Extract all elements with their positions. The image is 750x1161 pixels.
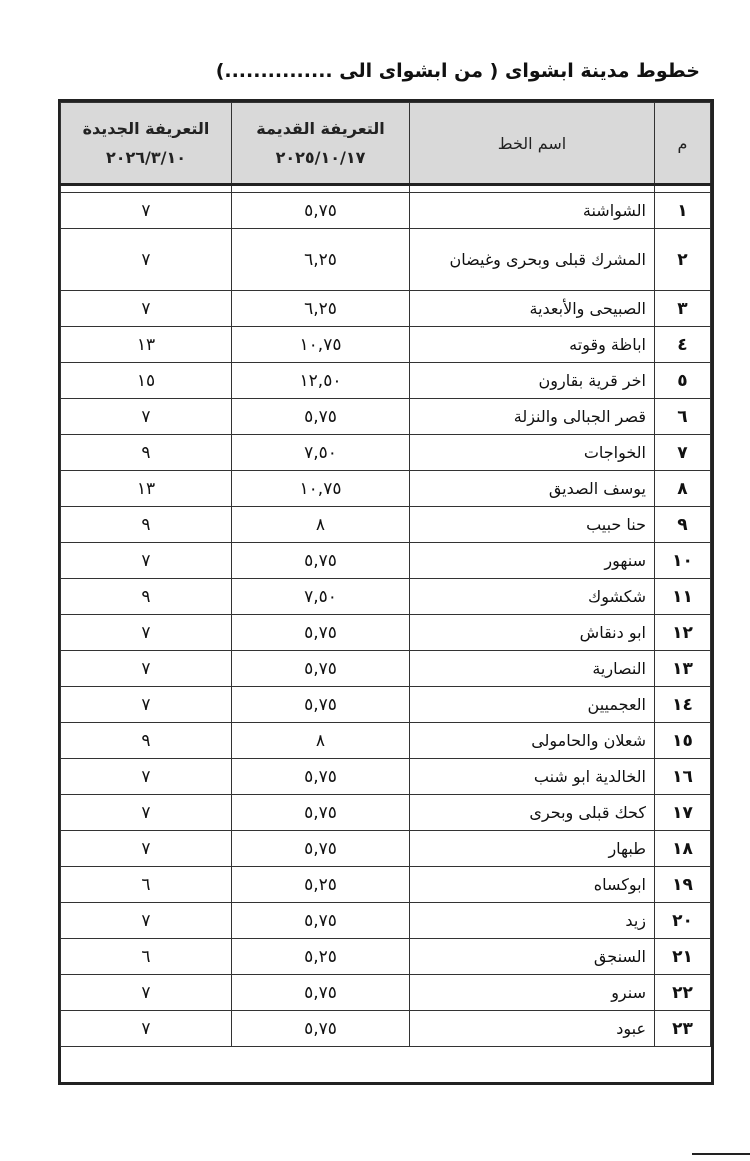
row-number: ١: [655, 193, 711, 229]
row-line-name: سنهور: [410, 543, 655, 579]
row-old-fare: ٧,٥٠: [232, 579, 410, 615]
row-old-fare: ١٠,٧٥: [232, 327, 410, 363]
table-row: [61, 687, 711, 723]
row-old-fare: ٥,٧٥: [232, 193, 410, 229]
footer-rule: [692, 1153, 750, 1155]
row-number: ١٨: [655, 831, 711, 867]
header-new-fare-date: ٢٠٢٦/٣/١٠: [105, 148, 187, 167]
table-row: [61, 795, 711, 831]
table-row: [61, 471, 711, 507]
row-line-name: حنا حبيب: [410, 507, 655, 543]
row-line-name: الخالدية ابو شنب: [410, 759, 655, 795]
row-number: ١٥: [655, 723, 711, 759]
row-line-name: قصر الجبالى والنزلة: [410, 399, 655, 435]
table-row: [61, 867, 711, 903]
row-line-name: عبود: [410, 1011, 655, 1047]
row-new-fare: ٧: [61, 193, 232, 229]
row-new-fare: ٧: [61, 903, 232, 939]
row-line-name: اخر قرية بقارون: [410, 363, 655, 399]
table-row: [61, 363, 711, 399]
row-old-fare: ٥,٢٥: [232, 867, 410, 903]
row-line-name: السنجق: [410, 939, 655, 975]
table-row: [61, 939, 711, 975]
row-new-fare: ٧: [61, 229, 232, 291]
table-row: [61, 435, 711, 471]
row-line-name: كحك قبلى وبحرى: [410, 795, 655, 831]
row-line-name: شعلان والحامولى: [410, 723, 655, 759]
row-line-name: الخواجات: [410, 435, 655, 471]
row-line-name: اباظة وقوته: [410, 327, 655, 363]
row-new-fare: ٧: [61, 615, 232, 651]
table-row: [61, 327, 711, 363]
header-old-fare-label: التعريفة القديمة: [256, 119, 385, 138]
table-row: [61, 831, 711, 867]
row-old-fare: ٥,٧٥: [232, 651, 410, 687]
row-new-fare: ٧: [61, 975, 232, 1011]
row-old-fare: ٥,٧٥: [232, 975, 410, 1011]
row-new-fare: ١٥: [61, 363, 232, 399]
row-new-fare: ٦: [61, 867, 232, 903]
row-old-fare: ٥,٧٥: [232, 399, 410, 435]
row-new-fare: ٧: [61, 543, 232, 579]
row-line-name: المشرك قبلى وبحرى وغيضان: [410, 229, 655, 291]
row-number: ١١: [655, 579, 711, 615]
row-new-fare: ٧: [61, 759, 232, 795]
table-row: [61, 193, 711, 229]
header-old-fare: [232, 103, 410, 185]
row-new-fare: ١٣: [61, 327, 232, 363]
row-line-name: الصبيحى والأبعدية: [410, 291, 655, 327]
row-number: ٥: [655, 363, 711, 399]
row-new-fare: ٩: [61, 435, 232, 471]
row-number: ١٠: [655, 543, 711, 579]
row-number: ٩: [655, 507, 711, 543]
table-row: [61, 759, 711, 795]
row-old-fare: ٥,٧٥: [232, 759, 410, 795]
row-number: ١٢: [655, 615, 711, 651]
row-number: ٢٠: [655, 903, 711, 939]
table-body: [61, 185, 711, 1047]
row-line-name: العجميين: [410, 687, 655, 723]
row-line-name: النصارية: [410, 651, 655, 687]
table-row: [61, 399, 711, 435]
row-new-fare: ٧: [61, 1011, 232, 1047]
row-old-fare: ١٢,٥٠: [232, 363, 410, 399]
row-number: ٣: [655, 291, 711, 327]
row-line-name: طبهار: [410, 831, 655, 867]
row-number: ٧: [655, 435, 711, 471]
row-new-fare: ٧: [61, 831, 232, 867]
row-new-fare: ٦: [61, 939, 232, 975]
row-new-fare: ٧: [61, 795, 232, 831]
header-line-name: اسم الخط: [410, 103, 655, 185]
row-old-fare: ٨: [232, 723, 410, 759]
row-number: ٢٣: [655, 1011, 711, 1047]
row-new-fare: ٧: [61, 399, 232, 435]
table-row: [61, 903, 711, 939]
row-new-fare: ٩: [61, 579, 232, 615]
page-title: خطوط مدينة ابشواى ( من ابشواى الى ...............): [215, 60, 700, 82]
row-old-fare: ٥,٧٥: [232, 795, 410, 831]
row-new-fare: ٧: [61, 291, 232, 327]
row-new-fare: ٩: [61, 723, 232, 759]
table-row: [61, 579, 711, 615]
header-new-fare-label: التعريفة الجديدة: [82, 119, 210, 138]
row-number: ١٣: [655, 651, 711, 687]
table-row: [61, 723, 711, 759]
row-number: ٦: [655, 399, 711, 435]
table-row: [61, 975, 711, 1011]
row-old-fare: ٥,٧٥: [232, 687, 410, 723]
header-old-fare-date: ٢٠٢٥/١٠/١٧: [275, 148, 366, 167]
row-number: ١٧: [655, 795, 711, 831]
row-old-fare: ٥,٧٥: [232, 543, 410, 579]
row-number: ٢١: [655, 939, 711, 975]
row-number: ٤: [655, 327, 711, 363]
row-number: ٢: [655, 229, 711, 291]
row-old-fare: ٥,٢٥: [232, 939, 410, 975]
row-old-fare: ٥,٧٥: [232, 831, 410, 867]
row-number: ١٩: [655, 867, 711, 903]
row-old-fare: ٥,٧٥: [232, 903, 410, 939]
row-new-fare: ٧: [61, 687, 232, 723]
table-row: [61, 507, 711, 543]
row-old-fare: ٥,٧٥: [232, 1011, 410, 1047]
row-line-name: ابوكساه: [410, 867, 655, 903]
table-row: [61, 229, 711, 291]
fare-table: [60, 102, 711, 1047]
table-row: [61, 291, 711, 327]
table-row: [61, 543, 711, 579]
row-number: ٢٢: [655, 975, 711, 1011]
fare-table-frame: [58, 99, 714, 1085]
row-old-fare: ١٠,٧٥: [232, 471, 410, 507]
row-line-name: يوسف الصديق: [410, 471, 655, 507]
table-header-row: [61, 103, 711, 185]
row-number: ١٦: [655, 759, 711, 795]
table-row: [61, 651, 711, 687]
row-line-name: شكشوك: [410, 579, 655, 615]
row-line-name: زيد: [410, 903, 655, 939]
header-separator: [61, 185, 711, 193]
header-num: م: [655, 103, 711, 185]
row-new-fare: ١٣: [61, 471, 232, 507]
row-new-fare: ٧: [61, 651, 232, 687]
row-number: ١٤: [655, 687, 711, 723]
header-new-fare: [61, 103, 232, 185]
row-number: ٨: [655, 471, 711, 507]
row-old-fare: ٦,٢٥: [232, 291, 410, 327]
row-old-fare: ٨: [232, 507, 410, 543]
table-row: [61, 615, 711, 651]
row-old-fare: ٧,٥٠: [232, 435, 410, 471]
row-new-fare: ٩: [61, 507, 232, 543]
row-line-name: الشواشنة: [410, 193, 655, 229]
row-line-name: ابو دنقاش: [410, 615, 655, 651]
row-line-name: سنرو: [410, 975, 655, 1011]
table-row: [61, 1011, 711, 1047]
row-old-fare: ٥,٧٥: [232, 615, 410, 651]
row-old-fare: ٦,٢٥: [232, 229, 410, 291]
